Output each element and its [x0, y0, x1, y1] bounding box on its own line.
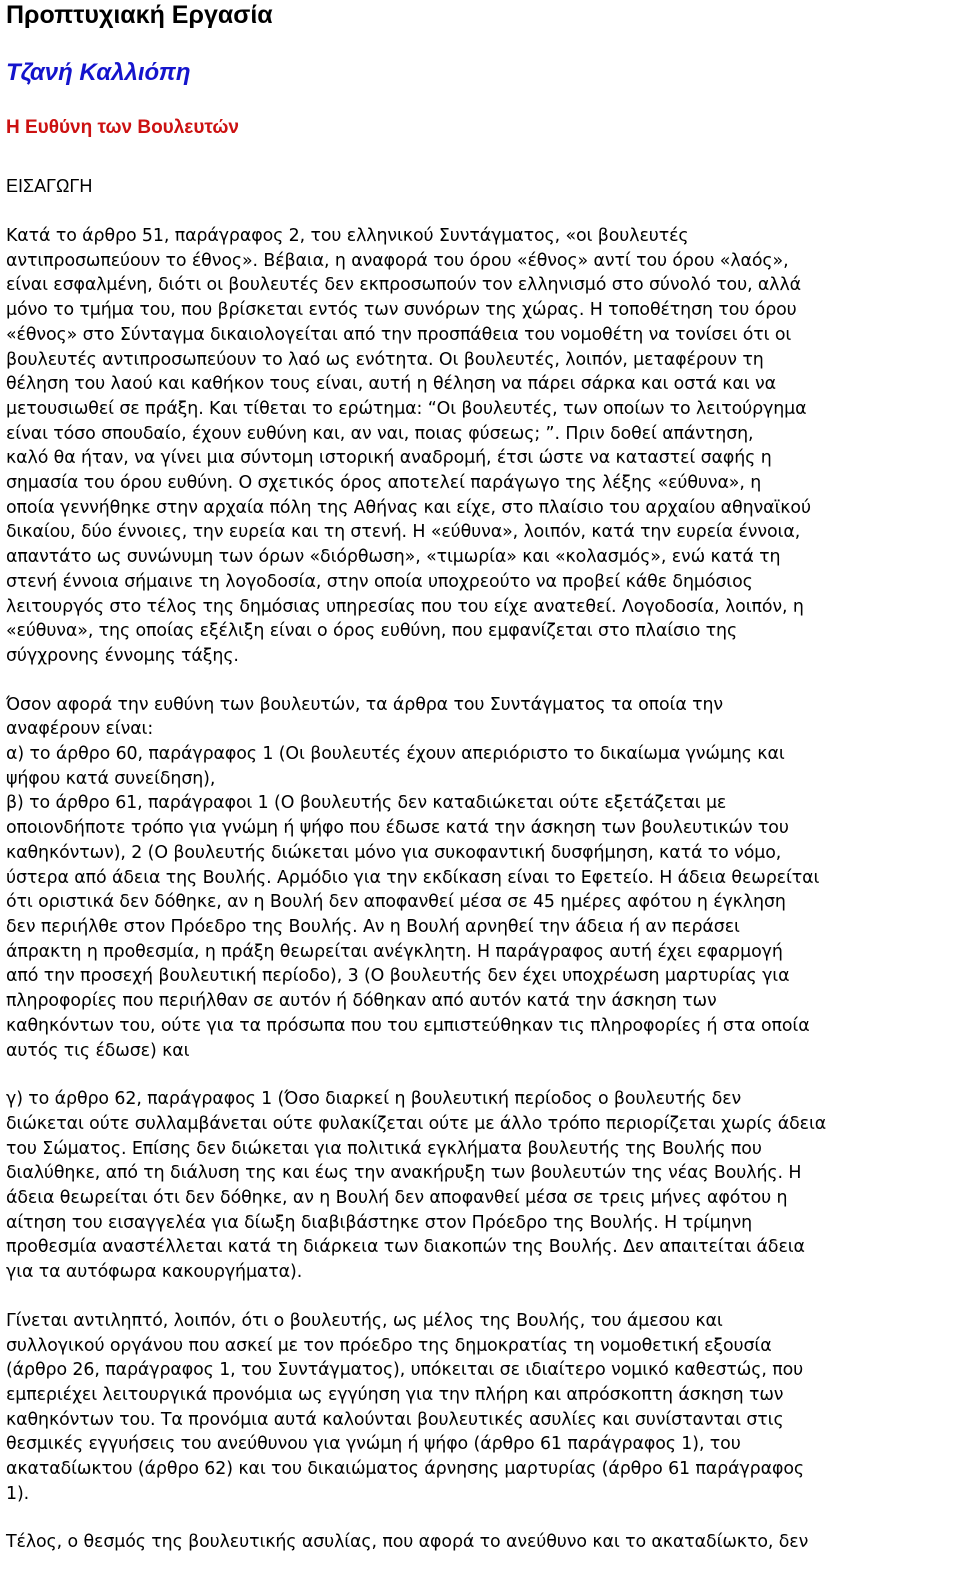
document-subtitle: Η Ευθύνη των Βουλευτών — [6, 117, 239, 138]
text-line: συλλογικού οργάνου που ασκεί με τον πρόεδρο της δημοκρατίας τη νομοθετική εξουσία — [6, 1335, 772, 1356]
text-line: βουλευτές αντιπροσωπεύουν το λαό ως ενότητα. Οι βουλευτές, λοιπόν, μεταφέρουν τη — [6, 349, 764, 370]
text-line: είναι τόσο σπουδαίο, έχουν ευθύνη και, αν ναι, ποιας φύσεως; ”. Πριν δοθεί απάντηση, — [6, 423, 754, 444]
text-line: δεν περιήλθε στον Πρόεδρο της Βουλής. Αν η Βουλή αρνηθεί την άδεια ή αν περάσει — [6, 916, 740, 937]
text-line: Όσον αφορά την ευθύνη των βουλευτών, τα άρθρα του Συντάγματος τα οποία την — [6, 694, 724, 715]
text-line: ότι οριστικά δεν δόθηκε, αν η Βουλή δεν αποφανθεί μέσα σε 45 ημέρες αφότου η έγκληση — [6, 892, 786, 913]
text-line: β) το άρθρο 61, παράγραφοι 1 (Ο βουλευτής δεν καταδιώκεται ούτε εξετάζεται με — [6, 793, 727, 814]
text-line: «έθνος» στο Σύνταγμα δικαιολογείται από την προσπάθεια του νομοθέτη να τονίσει ότι οι — [6, 324, 792, 345]
text-line: αίτηση του εισαγγελέα για δίωξη διαβιβάστηκε στον Πρόεδρο της Βουλής. Η τρίμηνη — [6, 1212, 753, 1233]
text-line: άπρακτη η προθεσμία, η πράξη θεωρείται ανέγκλητη. Η παράγραφος αυτή έχει εφαρμογή — [6, 941, 783, 962]
text-line: μετουσιωθεί σε πράξη. Και τίθεται το ερώτημα: “Οι βουλευτές, των οποίων το λειτούργημα — [6, 398, 807, 419]
text-line: ψήφου κατά συνείδηση), — [6, 768, 216, 789]
paragraph — [6, 693, 956, 1064]
text-line: λειτουργός στο τέλος της δημόσιας υπηρεσίας που του είχε ανατεθεί. Λογοδοσία, λοιπόν, η — [6, 596, 804, 617]
text-line: είναι εσφαλμένη, διότι οι βουλευτές δεν εκπροσωπούν τον ελληνισμό στο σύνολό του, αλλά — [6, 275, 802, 296]
text-line: ύστερα από άδεια της Βουλής. Αρμόδιο για την εκδίκαση είναι το Εφετείο. Η άδεια θεωρείται — [6, 867, 820, 888]
text-line: στενή έννοια σήμαινε τη λογοδοσία, στην οποία υποχρεούτο να προβεί κάθε δημόσιος — [6, 571, 753, 592]
section-heading: ΕΙΣΑΓΩΓΗ — [6, 176, 93, 196]
text-line: 1). — [6, 1483, 30, 1504]
text-line: καθηκόντων του, ούτε για τα πρόσωπα που του εμπιστεύθηκαν τις πληροφορίες ή στα οποία — [6, 1015, 810, 1036]
paragraph — [6, 1087, 956, 1285]
paragraph — [6, 224, 956, 669]
text-line: διώκεται ούτε συλλαμβάνεται ούτε φυλακίζεται ούτε με άλλο τρόπο περιορίζεται χωρίς άδεια — [6, 1113, 827, 1134]
text-line: Κατά το άρθρο 51, παράγραφος 2, του ελληνικού Συντάγματος, «οι βουλευτές — [6, 226, 689, 246]
text-line: αντιπροσωπεύουν το έθνος». Βέβαια, η αναφορά του όρου «έθνος» αντί του όρου «λαός», — [6, 250, 789, 271]
text-line: θέληση του λαού και καθήκον τους είναι, αυτή η θέληση να πάρει σάρκα και οστά και να — [6, 374, 776, 395]
text-line: αναφέρουν είναι: — [6, 719, 154, 740]
document-body — [6, 224, 956, 1555]
text-line: του Σώματος. Επίσης δεν διώκεται για πολιτικά εγκλήματα βουλευτής της Βουλής που — [6, 1138, 762, 1159]
text-line: (άρθρο 26, παράγραφος 1, του Συντάγματος), υπόκειται σε ιδιαίτερο νομικό καθεστώς, που — [6, 1360, 804, 1381]
text-line: καλό θα ήταν, να γίνει μια σύντομη ιστορική αναδρομή, έτσι ώστε να καταστεί σαφής η — [6, 448, 772, 469]
text-line: για τα αυτόφωρα κακουργήματα). — [6, 1262, 303, 1283]
text-line: α) το άρθρο 60, παράγραφος 1 (Οι βουλευτές έχουν απεριόριστο το δικαίωμα γνώμης και — [6, 744, 785, 765]
text-line: θεσμικές εγγυήσεις του ανεύθυνου για γνώμη ή ψήφο (άρθρο 61 παράγραφος 1), του — [6, 1434, 741, 1455]
text-line: εμπεριέχει λειτουργικά προνόμια ως εγγύηση για την πλήρη και απρόσκοπτη άσκηση των — [6, 1384, 784, 1405]
text-line: μόνο το τμήμα του, που βρίσκεται εντός των συνόρων της χώρας. Η τοποθέτηση του όρου — [6, 300, 797, 321]
text-line: άδεια θεωρείται ότι δεν δόθηκε, αν η Βουλή δεν αποφανθεί μέσα σε τρεις μήνες αφότου η — [6, 1188, 788, 1209]
paragraph — [6, 1530, 956, 1555]
text-line: διαλύθηκε, από τη διάλυση της και έως την ανακήρυξη των βουλευτών της νέας Βουλής. Η — [6, 1163, 802, 1184]
document-page — [6, 0, 956, 1555]
text-line: αυτός τις έδωσε) και — [6, 1040, 190, 1061]
author-name: Τζανή Καλλιόπη — [6, 59, 191, 86]
text-line: γ) το άρθρο 62, παράγραφος 1 (Όσο διαρκεί η βουλευτική περίοδος ο βουλευτής δεν — [6, 1089, 742, 1110]
text-line: καθηκόντων), 2 (Ο βουλευτής διώκεται μόνο για συκοφαντική δυσφήμηση, κατά το νόμο, — [6, 842, 782, 863]
text-line: οποιονδήποτε τρόπο για γνώμη ή ψήφο που έδωσε κατά την άσκηση των βουλευτικών του — [6, 818, 789, 839]
text-line: απαντάτο ως συνώνυμη των όρων «διόρθωση», «τιμωρία» και «κολασμός», ενώ κατά τη — [6, 547, 781, 568]
text-line: σημασία του όρου ευθύνη. Ο σχετικός όρος αποτελεί παράγωγο της λέξης «εύθυνα», η — [6, 473, 762, 494]
text-line: οποία γεννήθηκε στην αρχαία πόλη της Αθήνας και είχε, στο πλαίσιο του αρχαίου αθηναϊκού — [6, 497, 811, 518]
document-title: Προπτυχιακή Εργασία — [6, 1, 273, 29]
text-line: καθηκόντων του. Τα προνόμια αυτά καλούνται βουλευτικές ασυλίες και συνίστανται στις — [6, 1409, 784, 1430]
text-line: «εύθυνα», της οποίας εξέλιξη είναι ο όρος ευθύνη, που εμφανίζεται στο πλαίσιο της — [6, 621, 738, 642]
text-line: Γίνεται αντιληπτό, λοιπόν, ότι ο βουλευτής, ως μέλος της Βουλής, του άμεσου και — [6, 1310, 723, 1331]
text-line: σύγχρονης έννομης τάξης. — [6, 645, 239, 666]
text-line: από την προσεχή βουλευτική περίοδο), 3 (Ο βουλευτής δεν έχει υποχρέωση μαρτυρίας για — [6, 966, 790, 987]
text-line: προθεσμία αναστέλλεται κατά τη διάρκεια των διακοπών της Βουλής. Δεν απαιτείται άδεια — [6, 1237, 805, 1258]
text-line: Τέλος, ο θεσμός της βουλευτικής ασυλίας, που αφορά το ανεύθυνο και το ακαταδίωκτο, δεν — [6, 1532, 809, 1553]
text-line: δικαίου, δύο έννοιες, την ευρεία και τη στενή. Η «εύθυνα», λοιπόν, κατά την ευρεία έννοια, — [6, 522, 801, 543]
paragraph — [6, 1309, 956, 1507]
text-line: ακαταδίωκτου (άρθρο 62) και του δικαιώματος άρνησης μαρτυρίας (άρθρο 61 παράγραφος — [6, 1459, 804, 1480]
text-line: πληροφορίες που περιήλθαν σε αυτόν ή δόθηκαν από αυτόν κατά την άσκηση των — [6, 991, 717, 1012]
